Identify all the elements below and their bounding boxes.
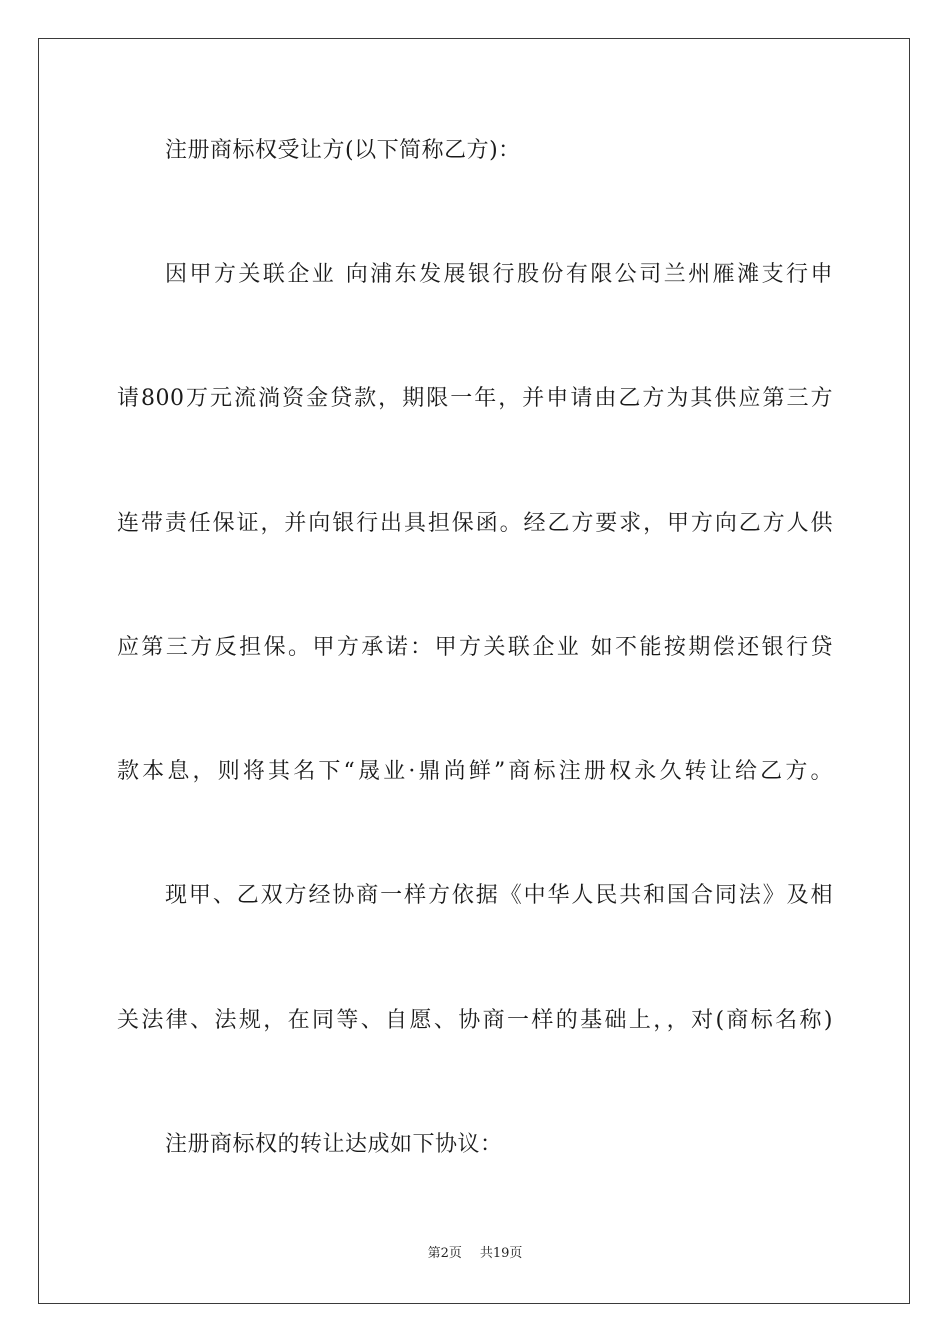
paragraph-line: 关法律、法规，在同等、自愿、协商一样的基础上，，对(商标名称) [117, 1008, 833, 1033]
page-border [38, 38, 910, 1304]
paragraph-line: 因甲方关联企业 向浦东发展银行股份有限公司兰州雁滩支行申 [165, 262, 833, 287]
paragraph-line: 请800万元流淌资金贷款，期限一年，并申请由乙方为其供应第三方 [117, 386, 833, 411]
paragraph-line: 连带责任保证，并向银行出具担保函。经乙方要求，甲方向乙方人供 [117, 511, 833, 536]
page-footer [0, 1245, 950, 1263]
page-number: 第2页 [427, 1246, 462, 1261]
page-total: 共19页 [479, 1246, 523, 1261]
paragraph-line: 现甲、乙双方经协商一样方依据《中华人民共和国合同法》及相 [165, 883, 833, 908]
paragraph-line: 注册商标权的转让达成如下协议： [165, 1132, 503, 1157]
paragraph-line: 注册商标权受让方(以下简称乙方)： [165, 138, 521, 163]
paragraph-line: 款本息，则将其名下“晟业·鼎尚鲜”商标注册权永久转让给乙方。 [117, 759, 833, 784]
paragraph-line: 应第三方反担保。甲方承诺：甲方关联企业 如不能按期偿还银行贷 [117, 635, 833, 660]
